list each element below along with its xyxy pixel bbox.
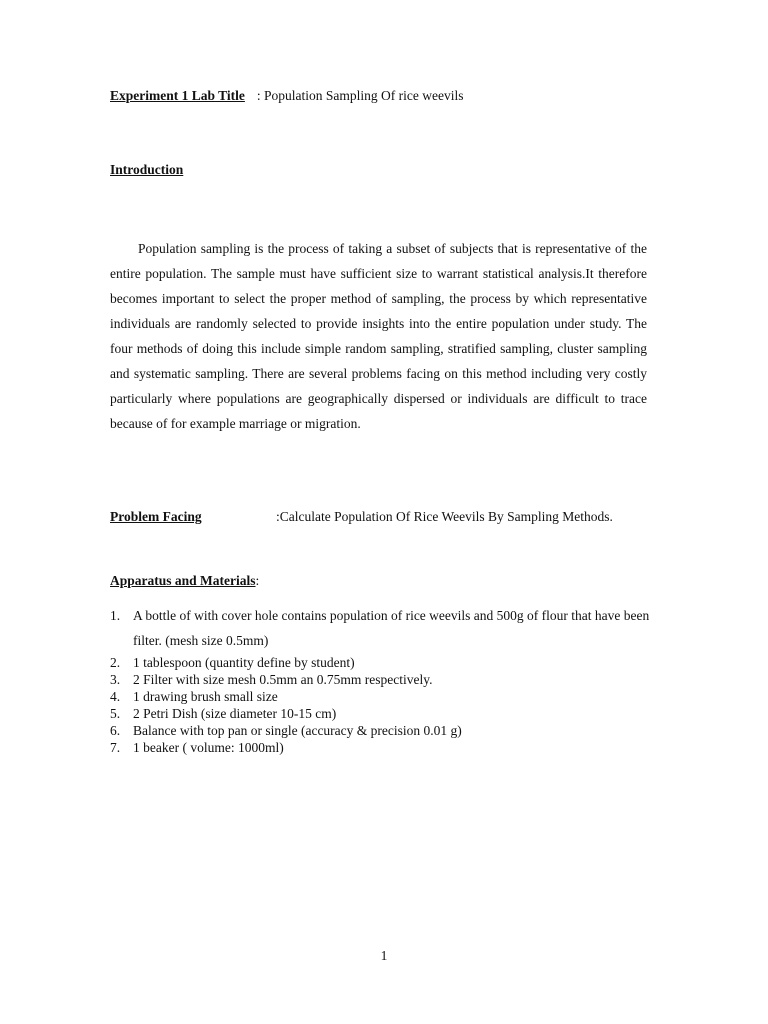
page-number: 1: [380, 948, 388, 963]
problem-heading: Problem Facing: [110, 509, 202, 524]
materials-heading-colon: :: [255, 573, 260, 588]
list-item-text: 2 Petri Dish (size diameter 10-15 cm): [133, 706, 337, 721]
list-item-number: 4.: [110, 689, 121, 704]
materials-heading: Apparatus and Materials: [110, 573, 256, 588]
list-item: [110, 654, 650, 671]
materials-heading-line: [110, 573, 259, 589]
introduction-heading: Introduction: [110, 162, 184, 177]
list-item: [110, 688, 650, 705]
list-item-number: 6.: [110, 723, 121, 738]
title-separator: :: [256, 88, 261, 103]
list-item-number: 7.: [110, 740, 121, 755]
list-item: [110, 671, 650, 688]
list-item-number: 2.: [110, 655, 121, 670]
materials-list: [110, 603, 650, 756]
problem-statement: :Calculate Population Of Rice Weevils By Sampling Methods.: [276, 509, 613, 524]
list-item-text: 2 Filter with size mesh 0.5mm an 0.75mm respectively.: [133, 672, 433, 687]
list-item: [110, 739, 650, 756]
list-item: [110, 603, 650, 653]
introduction-paragraph: Population sampling is the process of taking a subset of subjects that is representative of the entire population. The sample must have sufficient size to warrant statistical analysis.It therefore becomes important to select the proper method of sampling, the process by which representative individuals are randomly selected to provide insights into the entire population under study. The four methods of doing this include simple random sampling, stratified sampling, cluster sampling and systematic sampling. There are several problems facing on this method including very costly particularly where populations are geographically dispersed or individuals are difficult to trace because of for example marriage or migration.: [110, 241, 647, 431]
list-item-number: 5.: [110, 706, 121, 721]
experiment-title-line: [110, 88, 464, 104]
list-item-text: 1 drawing brush small size: [133, 689, 278, 704]
list-item: [110, 722, 650, 739]
list-item-text: A bottle of with cover hole contains population of rice weevils and 500g of flour that have been filter. (mesh size 0.5mm): [133, 608, 650, 648]
list-item-text: Balance with top pan or single (accuracy & precision 0.01 g): [133, 723, 462, 738]
list-item: [110, 705, 650, 722]
list-item-text: 1 beaker ( volume: 1000ml): [133, 740, 284, 755]
list-item-number: 3.: [110, 672, 121, 687]
experiment-title-text: Population Sampling Of rice weevils: [264, 88, 464, 103]
list-item-text: 1 tablespoon (quantity define by student): [133, 655, 355, 670]
experiment-title-label: Experiment 1 Lab Title: [110, 88, 245, 103]
list-item-number: 1.: [110, 608, 121, 623]
